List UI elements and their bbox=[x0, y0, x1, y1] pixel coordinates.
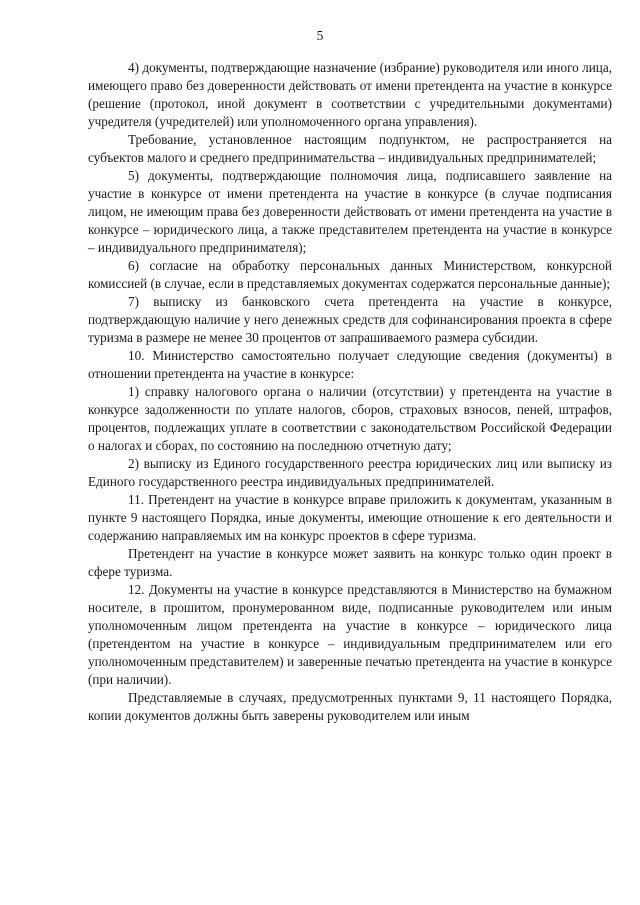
paragraph-clause-10-item-2: 2) выписку из Единого государственного реестра юридических лиц или выписку из Единого государственного реестра индивидуальных предпринимателей. bbox=[88, 456, 612, 489]
paragraph-copies-certification: Представляемые в случаях, предусмотренных пунктами 9, 11 настоящего Порядка, копии документов должны быть заверены руководителем или иным bbox=[88, 690, 612, 723]
paragraph-clause-10: 10. Министерство самостоятельно получает следующие сведения (документы) в отношении претендента на участие в конкурсе: bbox=[88, 348, 612, 381]
paragraph-item-5-authority-documents: 5) документы, подтверждающие полномочия лица, подписавшего заявление на участие в конкурсе от имени претендента на участие в конкурсе (в случае подписания лицом, не имеющим права без доверенности действовать от имени претендента на участие в конкурсе – юридического лица, а также представителем претендента на участие в конкурсе – индивидуального предпринимателя); bbox=[88, 168, 612, 255]
page-number: 5 bbox=[316, 28, 324, 43]
paragraph-single-project: Претендент на участие в конкурсе может заявить на конкурс только один проект в сфере туризма. bbox=[88, 546, 612, 579]
paragraph-clause-11: 11. Претендент на участие в конкурсе вправе приложить к документам, указанным в пункте 9 настоящего Порядка, иные документы, имеющие отношение к его деятельности и содержанию направляемых им на конкурс проектов в сфере туризма. bbox=[88, 492, 612, 543]
paragraph-item-6-personal-data-consent: 6) согласие на обработку персональных данных Министерством, конкурсной комиссией (в случае, если в представляемых документах содержатся персональные данные); bbox=[88, 258, 612, 291]
paragraph-clause-12: 12. Документы на участие в конкурсе представляются в Министерство на бумажном носителе, в прошитом, пронумерованном виде, подписанные руководителем или иным уполномоченным лицом претендента на участие в конкурсе – юридического лица (претендентом на участие в конкурсе – индивидуальным предпринимателем или его уполномоченным представителем) и заверенные печатью претендента на участие в конкурсе (при наличии). bbox=[88, 582, 612, 687]
paragraph-clause-10-item-1: 1) справку налогового органа о наличии (отсутствии) у претендента на участие в конкурсе задолженности по уплате налогов, сборов, страховых взносов, пеней, штрафов, процентов, подлежащих уплате в соответствии с законодательством Российской Федерации о налогах и сборах, по состоянию на последнюю отчетную дату; bbox=[88, 384, 612, 453]
paragraph-item-7-bank-statement: 7) выписку из банковского счета претендента на участие в конкурсе, подтверждающую наличие у него денежных средств для софинансирования проекта в сфере туризма в размере не менее 30 процентов от запрашиваемого размера субсидии. bbox=[88, 294, 612, 345]
paragraph-requirement-exception: Требование, установленное настоящим подпунктом, не распространяется на субъектов малого и среднего предпринимательства – индивидуальных предпринимателей; bbox=[88, 132, 612, 165]
document-body bbox=[88, 59, 612, 725]
paragraph-item-4-documents: 4) документы, подтверждающие назначение (избрание) руководителя или иного лица, имеющего право без доверенности действовать от имени претендента на участие в конкурсе (решение (протокол, иной документ в соответствии с учредительными документами) учредителя (учредителей) или уполномоченного органа управления). bbox=[88, 60, 612, 129]
